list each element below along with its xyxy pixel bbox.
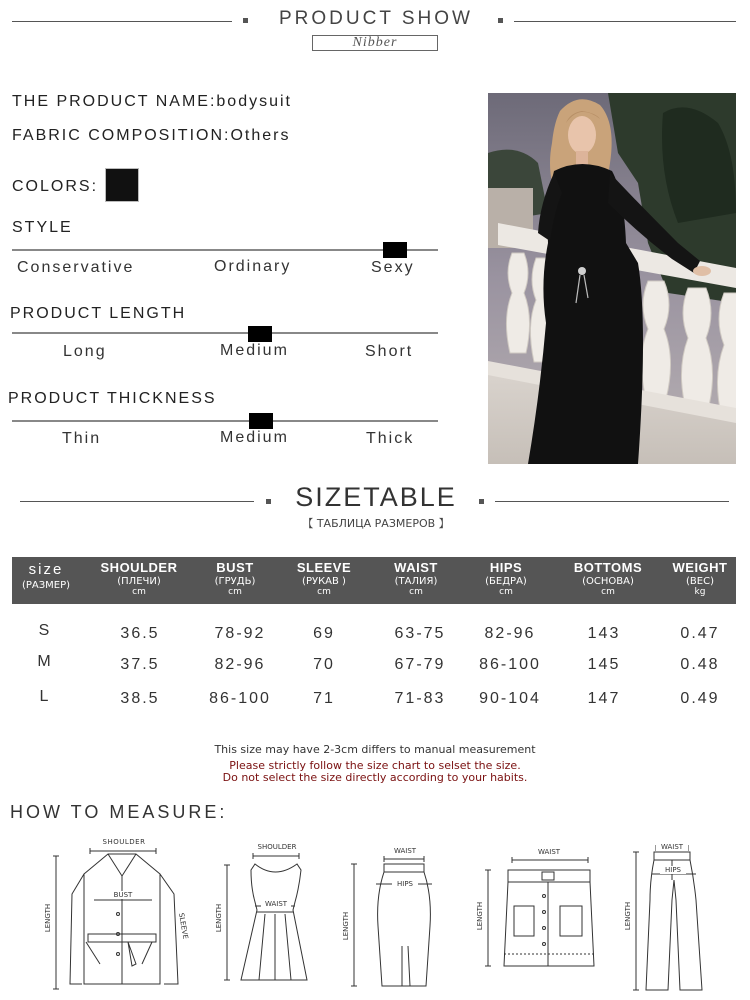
shorts-diagram	[478, 846, 603, 976]
fabric-label: FABRIC COMPOSITION:	[12, 127, 231, 144]
pants-waist-label: WAIST	[656, 843, 688, 851]
col-size-en: size	[28, 561, 64, 578]
thickness-scale-marker	[249, 413, 273, 429]
table-cell: 143	[587, 625, 621, 642]
length-label-short: Short	[365, 343, 414, 360]
col-weight-en: WEIGHT	[672, 560, 728, 575]
col-hips	[466, 557, 546, 604]
col-sleeve-unit: cm	[317, 587, 331, 597]
col-waist	[376, 557, 456, 604]
length-scale-marker	[248, 326, 272, 342]
header-dot-right	[498, 18, 503, 23]
table-cell: 86-100	[209, 690, 271, 707]
habit-warning: Do not select the size directly according to your habits.	[222, 771, 528, 784]
length-title: PRODUCT LENGTH	[10, 305, 187, 322]
col-weight-ru: (ВЕС)	[686, 576, 714, 587]
product-photo	[488, 93, 736, 464]
col-sleeve-ru: (РУКАВ )	[302, 576, 346, 587]
table-cell: L	[39, 688, 51, 705]
size-table-header	[12, 557, 736, 604]
col-bust-ru: (ГРУДЬ)	[214, 576, 256, 587]
style-scale-line	[12, 249, 438, 251]
col-hips-en: HIPS	[489, 560, 523, 575]
page-title: PRODUCT SHOW	[279, 8, 473, 29]
thickness-label-medium: Medium	[220, 429, 289, 446]
skirt-waist-label: WAIST	[393, 847, 417, 855]
col-bust-unit: cm	[228, 587, 242, 597]
skirt-hips-label: HIPS	[392, 880, 418, 888]
how-to-measure-title: HOW TO MEASURE:	[10, 802, 228, 822]
length-label-long: Long	[63, 343, 107, 360]
table-cell: 145	[587, 656, 621, 673]
thickness-title: PRODUCT THICKNESS	[8, 390, 217, 407]
table-cell: 67-79	[394, 656, 446, 673]
sizetable-rule-right	[495, 501, 729, 502]
fabric-row	[12, 127, 290, 145]
style-scale-marker	[383, 242, 407, 258]
pants-diagram	[624, 840, 736, 995]
jacket-shoulder-label: SHOULDER	[102, 838, 146, 846]
sizetable-dot-left	[266, 499, 271, 504]
style-label-sexy: Sexy	[371, 259, 415, 276]
dress-waist-label: WAIST	[261, 900, 291, 908]
measurement-note: This size may have 2-3cm differs to manual measurement	[214, 743, 536, 756]
skirt-diagram	[340, 846, 450, 994]
col-weight	[664, 557, 736, 604]
thickness-scale-line	[12, 420, 438, 422]
dress-length-label: LENGTH	[215, 903, 224, 933]
sizetable-rule-left	[20, 501, 254, 502]
col-sleeve-en: SLEEVE	[296, 560, 352, 575]
jacket-length-label: LENGTH	[44, 903, 53, 933]
col-waist-ru: (ТАЛИЯ)	[394, 576, 438, 587]
sizetable-title: SIZETABLE	[295, 482, 457, 512]
jacket-bust-label: BUST	[108, 891, 138, 899]
col-waist-en: WAIST	[394, 560, 438, 575]
pants-length-label: LENGTH	[624, 901, 633, 931]
product-name-label: THE PRODUCT NAME:	[12, 93, 217, 110]
table-cell: 70	[313, 656, 335, 673]
table-cell: 37.5	[120, 656, 160, 673]
brand-name: Nibber	[312, 35, 438, 51]
style-title: STYLE	[12, 219, 73, 236]
table-cell: 63-75	[394, 625, 446, 642]
product-name-row	[12, 93, 292, 111]
table-cell: 147	[587, 690, 621, 707]
length-scale-line	[12, 332, 438, 334]
col-hips-unit: cm	[499, 587, 513, 597]
fabric-value: Others	[230, 127, 291, 144]
col-bust	[195, 557, 275, 604]
table-cell: 0.49	[680, 690, 720, 707]
header-rule-left	[12, 21, 232, 22]
header-rule-right	[514, 21, 736, 22]
col-size-ru: (РАЗМЕР)	[21, 580, 71, 591]
table-cell: 36.5	[120, 625, 160, 642]
sizetable-dot-right	[479, 499, 484, 504]
table-cell: 71-83	[394, 690, 446, 707]
skirt-length-label: LENGTH	[342, 911, 351, 941]
col-bottoms	[564, 557, 652, 604]
size-chart-warning: Please strictly follow the size chart to selset the size.	[229, 759, 521, 772]
table-cell: 38.5	[120, 690, 160, 707]
col-bottoms-unit: cm	[601, 587, 615, 597]
table-cell: 0.48	[680, 656, 720, 673]
table-cell: 0.47	[680, 625, 720, 642]
col-bust-en: BUST	[216, 560, 254, 575]
col-hips-ru: (БЕДРА)	[485, 576, 527, 587]
pants-hips-label: HIPS	[660, 866, 686, 874]
table-cell: 71	[313, 690, 335, 707]
colors-label: COLORS:	[12, 178, 99, 195]
col-shoulder-ru: (ПЛЕЧИ)	[117, 576, 161, 587]
style-label-ordinary: Ordinary	[214, 258, 292, 275]
table-cell: 82-96	[214, 656, 266, 673]
jacket-diagram	[44, 834, 198, 994]
thickness-label-thin: Thin	[62, 430, 102, 447]
table-cell: 90-104	[479, 690, 541, 707]
thickness-label-thick: Thick	[366, 430, 415, 447]
col-size	[12, 557, 80, 604]
dress-diagram	[215, 840, 320, 990]
shorts-waist-label: WAIST	[537, 848, 561, 856]
table-cell: M	[37, 653, 53, 670]
header-dot-left	[243, 18, 248, 23]
length-label-medium: Medium	[220, 342, 289, 359]
col-waist-unit: cm	[409, 587, 423, 597]
jacket-sleeve-label: SLEEVE	[176, 912, 190, 940]
shorts-length-label: LENGTH	[476, 901, 485, 931]
col-shoulder-unit: cm	[132, 587, 146, 597]
col-shoulder-en: SHOULDER	[100, 560, 178, 575]
sizetable-subtitle: 【 ТАБЛИЦА РАЗМЕРОВ 】	[302, 517, 450, 530]
col-bottoms-ru: (ОСНОВА)	[582, 576, 634, 587]
dress-shoulder-label: SHOULDER	[257, 843, 297, 851]
table-cell: 69	[313, 625, 335, 642]
color-swatch-black	[105, 168, 139, 202]
col-weight-unit: kg	[694, 587, 706, 597]
col-bottoms-en: BOTTOMS	[573, 560, 643, 575]
product-name-value: bodysuit	[216, 93, 292, 110]
col-sleeve	[284, 557, 364, 604]
table-cell: 82-96	[484, 625, 536, 642]
table-cell: S	[38, 622, 52, 639]
style-label-conservative: Conservative	[17, 259, 135, 276]
table-cell: 78-92	[214, 625, 266, 642]
table-cell: 86-100	[479, 656, 541, 673]
col-shoulder	[90, 557, 188, 604]
